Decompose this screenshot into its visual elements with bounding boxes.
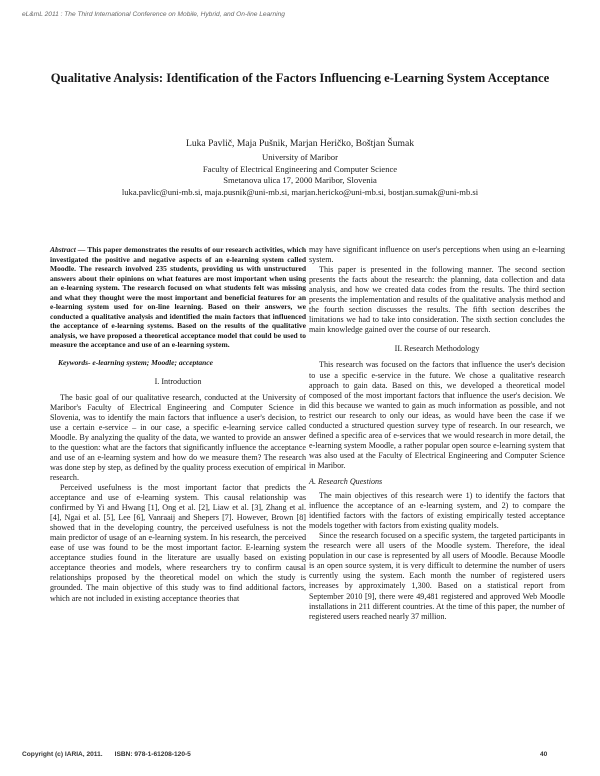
col2-paragraph-2: This paper is presented in the following manner. The second section presents the facts about the research: the planning, data collection and data analysis, and how we created data codes from the results. The third section presents the implementation and results of the qualitative analysis method and the fourth section discusses the results. The fifth section describes the limitations we had to take into consideration. The sixth section concludes the main knowledge gained over the course of our research. bbox=[309, 265, 565, 335]
section-heading-introduction: I. Introduction bbox=[154, 376, 202, 386]
keywords: Keywords- e-learning system; Moodle; acceptance bbox=[58, 357, 213, 367]
rq-paragraph-1: The main objectives of this research were 1) to identify the factors that influence the acceptance of an e-learning system, and 2) to compare the identified factors with the factors of existing empirically tested acceptance models together with factors from existing quality models. bbox=[309, 491, 565, 531]
paper-title: Qualitative Analysis: Identification of the Factors Influencing e-Learning System Acceptance bbox=[50, 71, 550, 85]
rq-paragraph-2: Since the research focused on a specific system, the targeted participants in the research were all users of the Moodle system. Therefore, the ideal population in our case is represented by all users of Moodle. Because Moodle is an open source system, it is very difficult to determine the number of users currently using the system. Each month the number of registered users increases by approximately 1,300. Based on a statistical report from September 2010 [9], there were 49,481 registered and approved Web Moodle installations in 211 different countries. At the time of this paper, the number of registered users reached nearly 37 million. bbox=[309, 531, 565, 621]
running-header: eL&mL 2011 : The Third International Conference on Mobile, Hybrid, and On-line Learning bbox=[22, 11, 285, 18]
col2-paragraph-1: may have significant influence on user's perceptions when using an e-learning system. bbox=[309, 245, 565, 265]
intro-paragraph-2: Perceived usefulness is the most important factor that predicts the acceptance and use of e-learning system. This causal relationship was confirmed by Yi and Hwang [1], Ong et al. [2], Liaw et al. [3], Zhang et al. [4], Ngai et al. [5], Lee [6], Vanraaij and Shepers [7]. However, Brown [8] showed that in the developing country, the perceived usefulness is not the main predictor of usage of an e-learning system. In his research, the perceived ease of use was found to be the most important factor. E-learning system acceptance studies found in the literature are usually based on existing acceptance theories and models, where researchers try to confirm causal relationships proposed by the theoretical model on which the study is grounded. The main objective of this study was to find additional factors, which are not included in existing acceptance theories that bbox=[50, 483, 306, 603]
affiliation-block bbox=[0, 152, 600, 198]
copyright-text: Copyright (c) IARIA, 2011. bbox=[22, 751, 103, 758]
section-heading-methodology: II. Research Methodology bbox=[394, 344, 480, 354]
abstract-text: This paper demonstrates the results of our research activities, which investigated the positive and negative aspects of an e-learning system called Moodle. The research involved 235 students, providing us with unstructured answers about their opinions on what features are most important when using an e-learning system. The research focused on what students felt was missing and what they thought were the most important and beneficial features for an e-learning system used for on-line learning. Based on their answers, we conducted a qualitative analysis and identified the main factors that influenced the acceptance of e-learning systems. Based on the results of the qualitative analysis, we have proposed a theoretical acceptance model that could be used to measure the acceptance and use of an e-learning system. bbox=[50, 245, 306, 349]
subsection-heading-research-questions: A. Research Questions bbox=[309, 476, 383, 486]
abstract-label: Abstract — bbox=[50, 245, 86, 254]
affiliation-address: Smetanova ulica 17, 2000 Maribor, Slovenia bbox=[223, 175, 377, 185]
affiliation-faculty: Faculty of Electrical Engineering and Computer Science bbox=[202, 163, 398, 174]
left-column bbox=[50, 245, 306, 604]
intro-paragraph-1: The basic goal of our qualitative research, conducted at the University of Maribor's Faculty of Electrical Engineering and Computer Science in Slovenia, was to identify the main factors that influence a user's decision, to use a certain e-service – in our case, a specific e-learning service called Moodle. By analyzing the quality of the data, we wanted to provide an answer to the question: what are the factors that significantly influence the acceptance and use of an e-learning system and how do we measure them? The research was done step by step, as defined by the quality process execution of empirical research. bbox=[50, 392, 306, 482]
footer-copyright bbox=[22, 751, 191, 758]
isbn-text: ISBN: 978-1-61208-120-5 bbox=[114, 751, 191, 758]
affiliation-university: University of Maribor bbox=[262, 152, 338, 162]
abstract bbox=[50, 245, 306, 350]
page-number: 40 bbox=[540, 751, 548, 758]
method-paragraph-1: This research was focused on the factors that influence the user's decision to use a specific e-service in the future. We chose a qualitative research approach to gain data. Based on this, we developed a theoretical model composed of the most important factors that influence the user's decision. We did this because we wanted to gain as much information as possible, and not restrict our research to only our ideas, as would have been the case if we conducted a structured question survey type of research. In our research, we defined a specific area of e-services that we would research in more detail, the e-learning system Moodle, a rather popular open source e-learning system that was also used at the Faculty of Electrical Engineering and Computer Science in Maribor. bbox=[309, 360, 565, 470]
affiliation-emails: luka.pavlic@uni-mb.si, maja.pusnik@uni-mb.si, marjan.hericko@uni-mb.si, bostjan.sumak@uni-mb.si bbox=[121, 186, 479, 197]
author-list: Luka Pavlič, Maja Pušnik, Marjan Heričko, Boštjan Šumak bbox=[185, 138, 415, 149]
right-column bbox=[309, 245, 565, 622]
